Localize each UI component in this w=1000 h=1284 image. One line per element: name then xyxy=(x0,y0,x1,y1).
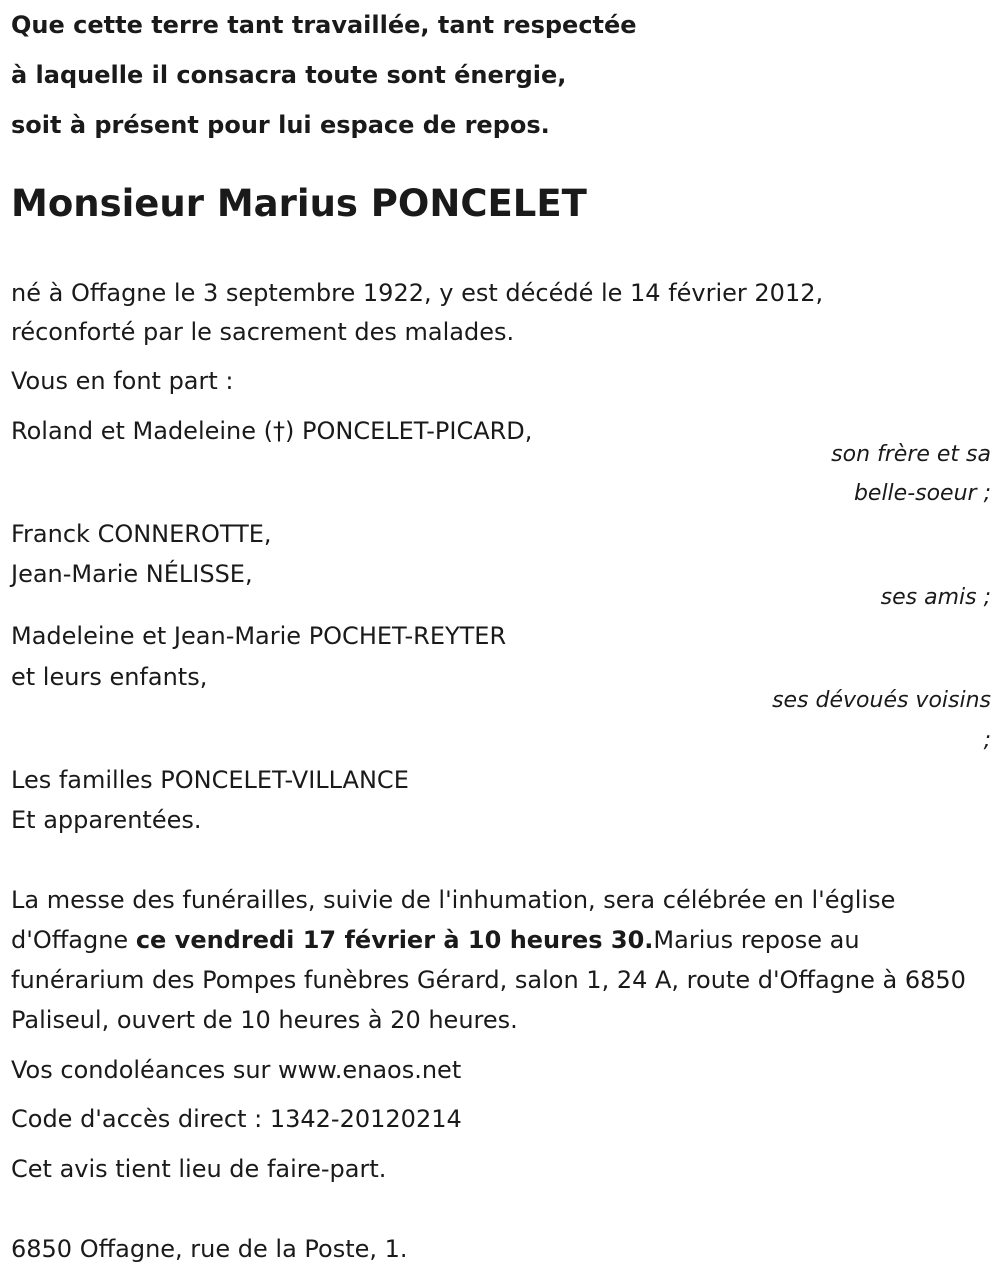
relation-friends: ses amis ; xyxy=(880,585,991,610)
funeral-text-before: La messe des funérailles, suivie de l'inhumation, sera célébrée en l'église d'Offagne xyxy=(11,886,896,954)
relation-neighbours: ses dévoués voisins xyxy=(772,688,991,713)
mourner-pochet-children: et leurs enfants, xyxy=(11,663,208,691)
poem-line-2: à laquelle il consacra toute sont énergie, xyxy=(11,61,567,89)
access-code-text: Code d'accès direct : 1342-20120214 xyxy=(11,1105,462,1133)
relation-brother: son frère et sa xyxy=(831,442,991,467)
funeral-paragraph xyxy=(11,880,991,1040)
mourner-franck: Franck CONNEROTTE, xyxy=(11,520,272,548)
deceased-name: Monsieur Marius PONCELET xyxy=(11,182,587,225)
funeral-text-after: Marius repose au funérarium des Pompes funèbres Gérard, salon 1, 24 A, route d'Offagne à 6850 Paliseul, ouvert de 10 heures à 20 heures. xyxy=(11,926,966,1034)
relation-neighbours-end: ; xyxy=(983,728,991,753)
mourner-jean-marie: Jean-Marie NÉLISSE, xyxy=(11,560,253,588)
notice-text: Cet avis tient lieu de faire-part. xyxy=(11,1155,387,1183)
birth-death-line-1: né à Offagne le 3 septembre 1922, y est décédé le 14 février 2012, xyxy=(11,279,824,307)
address-text: 6850 Offagne, rue de la Poste, 1. xyxy=(11,1235,408,1263)
announce-text: Vous en font part : xyxy=(11,367,234,395)
poem-line-1: Que cette terre tant travaillée, tant respectée xyxy=(11,11,637,39)
mourner-families: Les familles PONCELET-VILLANCE xyxy=(11,766,409,794)
poem-line-3: soit à présent pour lui espace de repos. xyxy=(11,111,550,139)
birth-death-line-2: réconforté par le sacrement des malades. xyxy=(11,318,515,346)
mourner-relatives: Et apparentées. xyxy=(11,806,202,834)
funeral-date: ce vendredi 17 février à 10 heures 30. xyxy=(135,926,654,954)
mourner-pochet: Madeleine et Jean-Marie POCHET-REYTER xyxy=(11,622,507,650)
condolences-text: Vos condoléances sur www.enaos.net xyxy=(11,1056,462,1084)
mourner-roland: Roland et Madeleine (†) PONCELET-PICARD, xyxy=(11,417,533,445)
relation-sister-in-law: belle-soeur ; xyxy=(853,481,991,506)
